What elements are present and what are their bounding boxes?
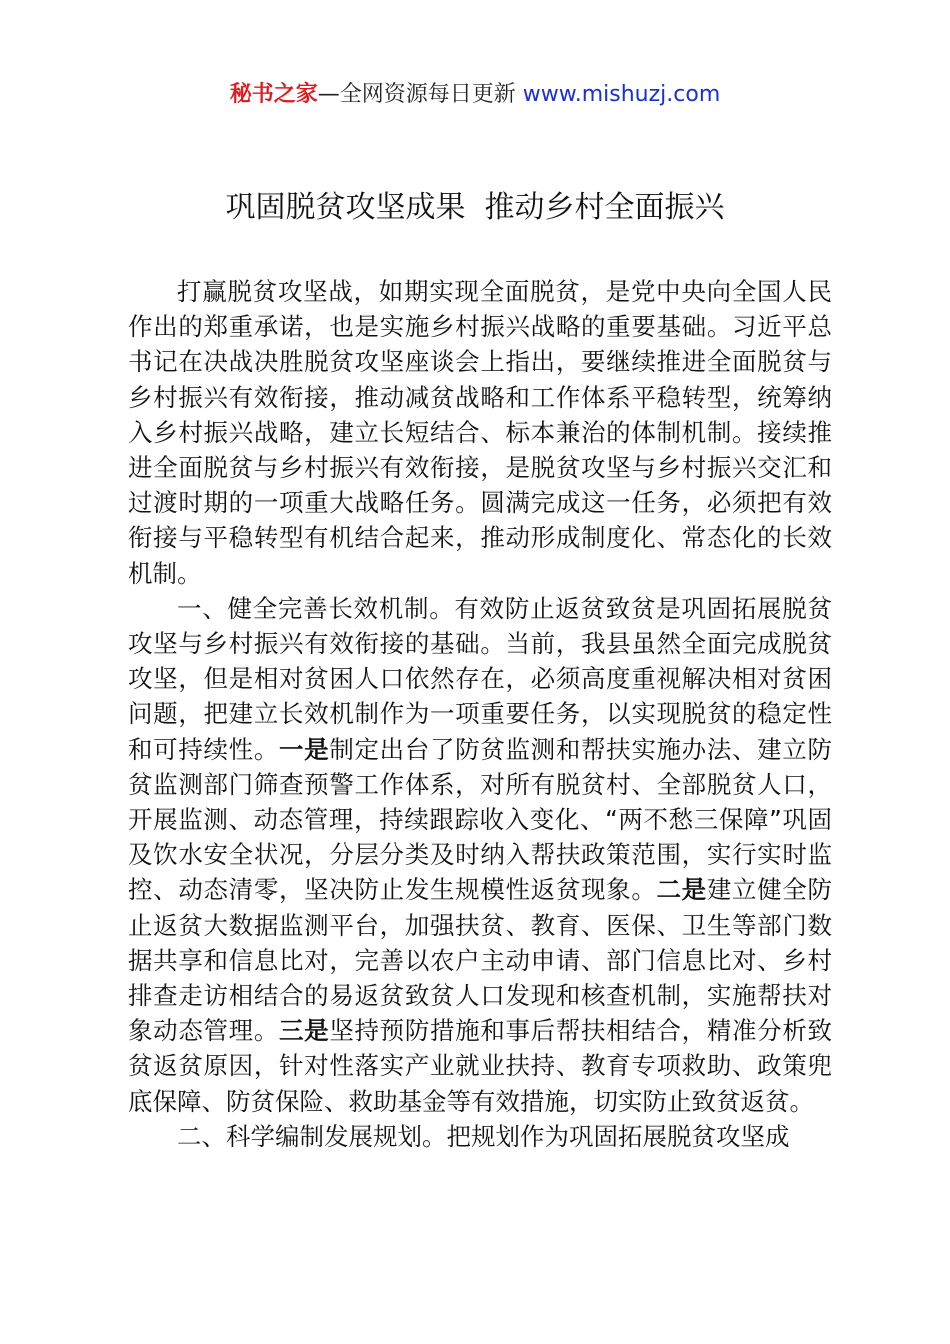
section-one-point-1: 制定出台了防贫监测和帮扶实施办法、建立防贫监测部门筛查预警工作体系，对所有脱贫村、全部脱贫人口，开展监测、动态管理，持续跟踪收入变化、“两不愁三保障”巩固及饮水安全状况，分层分类及时纳入帮扶政策范围，实行实时监控、动态清零，坚决防止发生规模性返贫现象。 — [128, 734, 833, 905]
site-header — [0, 80, 950, 110]
site-brand: 秘书之家 — [229, 82, 318, 107]
header-dash: — — [317, 82, 340, 107]
paragraph-section-two: 二、科学编制发展规划。把规划作为巩固拓展脱贫攻坚成 — [177, 1121, 790, 1151]
section-one-lead: 一、健全完善长效机制。有效防止返贫致贫是巩固拓展脱贫攻坚与乡村振兴有效衔接的基础。当前，我县虽然全面完成脱贫攻坚，但是相对贫困人口依然存在，必须高度重视解决相对贫困问题，把建立长效机制作为一项重要任务，以实现脱贫的稳定性和可持续性。 — [128, 593, 832, 764]
section-one-point-2: 建立健全防止返贫大数据监测平台，加强扶贫、教育、医保、卫生等部门数据共享和信息比对，完善以农户主动申请、部门信息比对、乡村排查走访相结合的易返贫致贫人口发现和核查机制，实施帮扶对象动态管理。 — [128, 875, 833, 1046]
site-url-link[interactable]: www.mishuzj.com — [522, 82, 721, 107]
section-one-marker-3: 三是 — [279, 1016, 330, 1046]
site-slogan: 全网资源每日更新 — [339, 82, 516, 107]
document-body — [128, 274, 832, 1154]
paragraph-intro: 打赢脱贫攻坚战，如期实现全面脱贫，是党中央向全国人民作出的郑重承诺，也是实施乡村振兴战略的重要基础。习近平总书记在决战决胜脱贫攻坚座谈会上指出，要继续推进全面脱贫与乡村振兴有效衔接，推动减贫战略和工作体系平稳转型，统筹纳入乡村振兴战略，建立长短结合、标本兼治的体制机制。接续推进全面脱贫与乡村振兴有效衔接，是脱贫攻坚与乡村振兴交汇和过渡时期的一项重大战略任务。圆满完成这一任务，必须把有效衔接与平稳转型有机结合起来，推动形成制度化、常态化的长效机制。 — [128, 277, 832, 588]
section-one-marker-2: 二是 — [656, 875, 707, 905]
section-one-marker-1: 一是 — [279, 734, 330, 764]
paragraph-section-one — [128, 591, 832, 1119]
section-one-point-3: 坚持预防措施和事后帮扶相结合，精准分析致贫返贫原因，针对性落实产业就业扶持、教育专项救助、政策兜底保障、防贫保险、救助基金等有效措施，切实防止致贫返贫。 — [128, 1016, 833, 1116]
document-title: 巩固脱贫攻坚成果 推动乡村全面振兴 — [225, 190, 725, 225]
